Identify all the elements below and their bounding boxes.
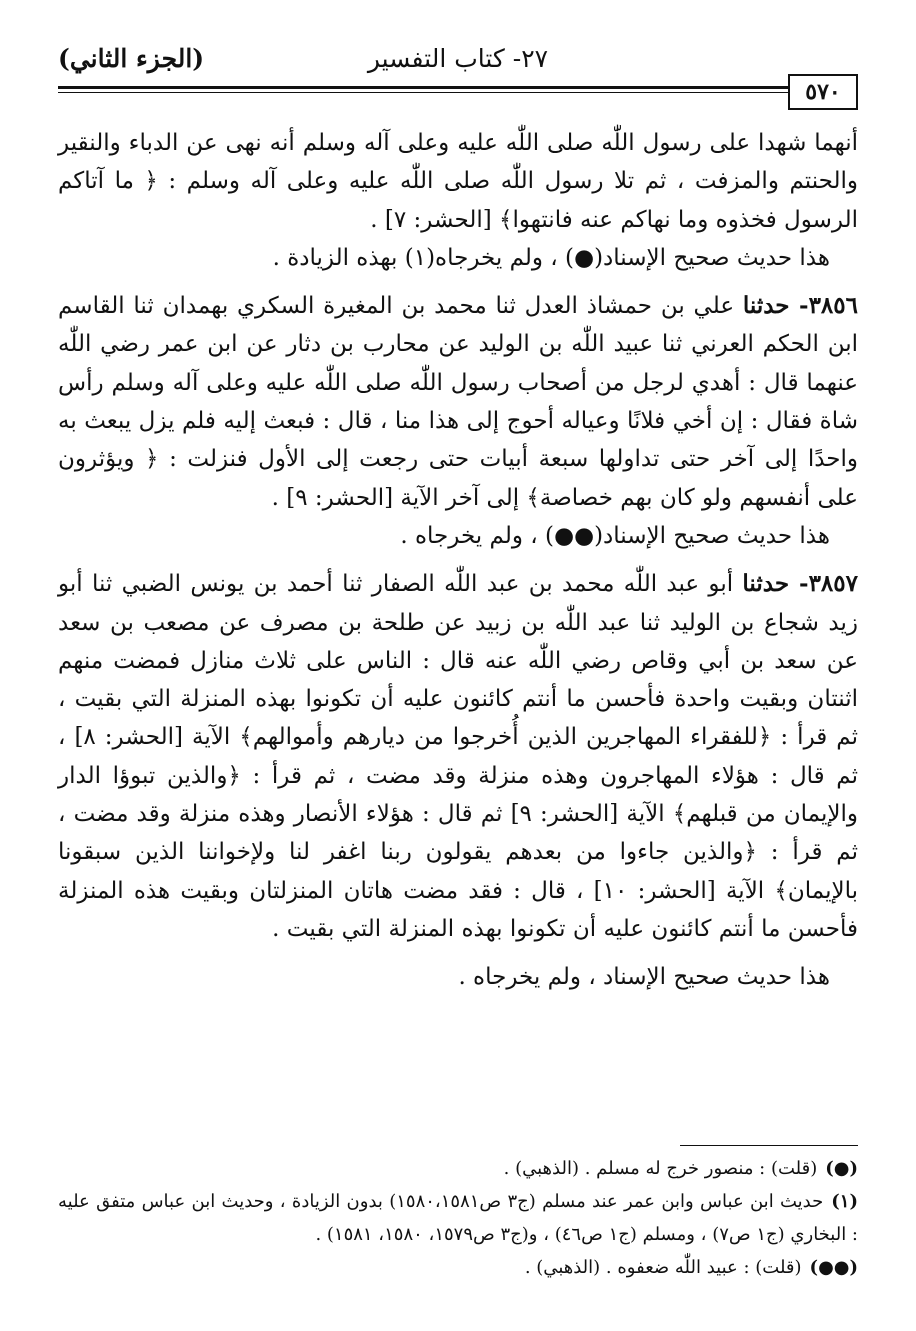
main-text <box>58 124 858 997</box>
footnote <box>58 1185 858 1251</box>
chapter-title: ٢٧- كتاب التفسير <box>367 44 549 73</box>
page-header <box>58 44 858 105</box>
footnote-rule <box>680 1145 858 1146</box>
hadith-verdict: هذا حديث صحيح الإسناد(●●) ، ولم يخرجاه . <box>400 522 830 549</box>
hadith-3856 <box>58 287 858 517</box>
hadith-number: ٣٨٥٧- حدثنا <box>742 570 858 598</box>
hadith-number: ٣٨٥٦- حدثنا <box>742 292 858 320</box>
hadith-text: أبو عبد اللّٰه محمد بن عبد اللّٰه الصفار ثنا أحمد بن يونس الضبي ثنا أبو زيد شجاع بن الوليد ثنا عبد اللّٰه بن زبيد عن طلحة بن مصرف عن مصعب بن سعد عن سعد بن أبي وقاص رضي اللّٰه عنه قال : الناس على ثلاث منازل فمضت منهم اثنتان وبقيت واحدة فأحسن ما أنتم كائنون عليه أن تكونوا بهذه المنزلة التي بقيت ، ثم قرأ : ﴿للفقراء المهاجرين الذين أُخرجوا من ديارهم وأموالهم﴾ الآية [الحشر: ٨] ، ثم قال : هؤلاء المهاجرون وهذه منزلة وقد مضت ، ثم قرأ : ﴿والذين تبوؤا الدار والإيمان من قبلهم﴾ الآية [الحشر: ٩] ثم قال : هؤلاء الأنصار وهذه منزلة وقد مضت ، ثم قرأ : ﴿والذين جاءوا من بعدهم يقولون ربنا اغفر لنا ولإخواننا الذين سبقونا بالإيمان﴾ الآية [الحشر: ١٠] ، قال : فقد مضت هاتان المنزلتان وبقيت هذه المنزلة فأحسن ما أنتم كائنون عليه أن تكونوا بهذه المنزلة التي بقيت . <box>58 571 859 942</box>
hadith-verdict: هذا حديث صحيح الإسناد(●) ، ولم يخرجاه(١) بهذه الزيادة . <box>272 244 830 271</box>
hadith-text: علي بن حمشاذ العدل ثنا محمد بن المغيرة السكري بهمدان ثنا القاسم ابن الحكم العرني ثنا عبيد اللّٰه بن الوليد عن محارب بن دثار عن ابن عمر رضي اللّٰه عنهما قال : أهدي لرجل من أصحاب رسول اللّٰه صلى اللّٰه عليه وعلى آله وسلم رأس شاة فقال : إن أخي فلانًا وعياله أحوج إلى هذا منا ، قال : فبعث إليه فلم يزل يبعث به واحدًا إلى آخر حتى تداولها سبعة أبيات حتى رجعت إلى الأول فنزلت : ﴿ ويؤثرون على أنفسهم ولو كان بهم خصاصة﴾ إلى آخر الآية [الحشر: ٩] . <box>58 293 858 511</box>
footnote <box>58 1251 858 1284</box>
hadith-verdict: هذا حديث صحيح الإسناد ، ولم يخرجاه . <box>458 964 830 991</box>
footnote-mark: (●) <box>825 1158 858 1179</box>
footnotes <box>58 1145 858 1284</box>
footnote-text: (قلت) : عبيد اللّٰه ضعفوه . (الذهبي) . <box>524 1257 802 1278</box>
footnote-mark: (●●) <box>809 1257 858 1278</box>
footnote <box>58 1152 858 1185</box>
page-number: ٥٧٠ <box>788 74 858 110</box>
footnote-text: (قلت) : منصور خرج له مسلم . (الذهبي) . <box>503 1158 818 1179</box>
volume-part-label: (الجزء الثاني) <box>58 44 205 73</box>
header-rule <box>58 86 790 93</box>
footnote-mark: (١) <box>831 1191 858 1212</box>
footnote-text: حديث ابن عباس وابن عمر عند مسلم (ج٣ ص١٥٨٠،١٥٨١) بدون الزيادة ، وحديث ابن عباس متفق عليه : البخاري (ج١ ص٧) ، ومسلم (ج١ ص٤٦) ، و(ج٣ ص١٥٧٩، ١٥٨٠، ١٥٨١) . <box>58 1191 858 1245</box>
hadith-3857 <box>58 565 858 948</box>
paragraph-continuation: أنهما شهدا على رسول اللّٰه صلى اللّٰه عليه وعلى آله وسلم أنه نهى عن الدباء والنقير والحنتم والمزفت ، ثم تلا رسول اللّٰه صلى اللّٰه عليه وعلى آله وسلم : ﴿ ما آتاكم الرسول فخذوه وما نهاكم عنه فانتهوا﴾ [الحشر: ٧] . <box>58 130 858 233</box>
